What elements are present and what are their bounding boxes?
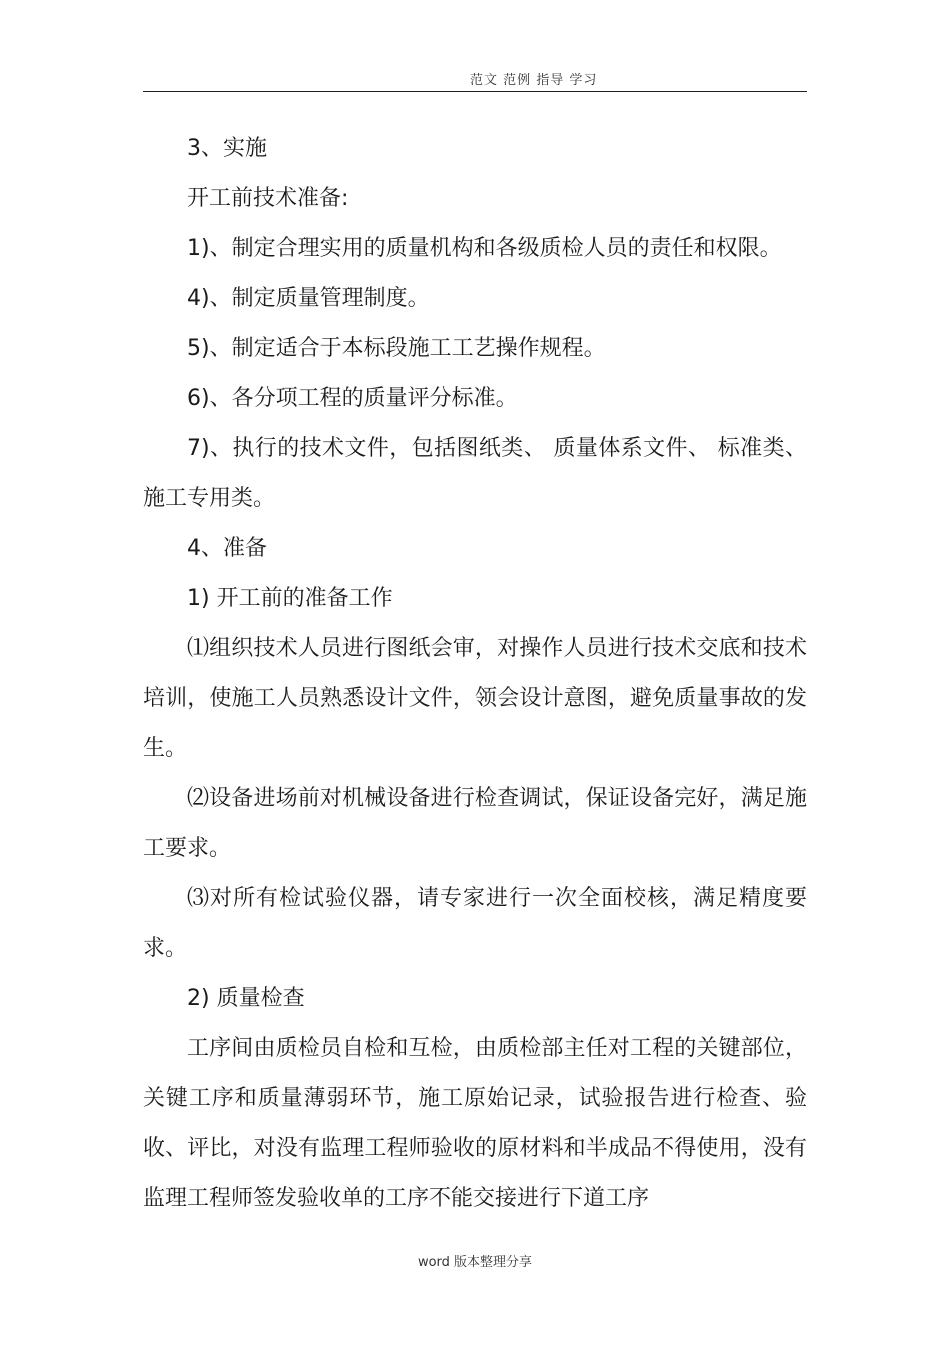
list-item-7: 7)、执行的技术文件，包括图纸类、 质量体系文件、 标准类、施工专用类。 <box>143 436 807 511</box>
header-divider <box>143 91 807 92</box>
paragraph-instrument-calibration: ⑶对所有检试验仪器，请专家进行一次全面校核，满足精度要求。 <box>143 886 807 961</box>
subsection-heading-prep-work: 1) 开工前的准备工作 <box>187 586 393 611</box>
subsection-heading-quality-inspection: 2) 质量检查 <box>187 986 305 1011</box>
list-item-5: 5)、制定适合于本标段施工工艺操作规程。 <box>187 336 606 361</box>
section-heading-implementation: 3、实施 <box>187 136 267 161</box>
section-heading-preparation: 4、准备 <box>187 536 267 561</box>
document-body <box>143 124 807 1224</box>
list-item-6: 6)、各分项工程的质量评分标准。 <box>187 386 518 411</box>
page-footer: word 版本整理分享 <box>417 1255 533 1270</box>
paragraph-inspection-process: 工序间由质检员自检和互检，由质检部主任对工程的关键部位，关键工序和质量薄弱环节，施工原始记录，试验报告进行检查、验收、评比，对没有监理工程师验收的原材料和半成品不得使用，没有监理工程师签发验收单的工序不能交接进行下道工序 <box>143 1036 807 1211</box>
list-item-1: 1)、制定合理实用的质量机构和各级质检人员的责任和权限。 <box>187 236 782 261</box>
paragraph-pre-construction-prep: 开工前技术准备: <box>187 186 349 211</box>
page-header: 范文 范例 指导 学习 <box>470 73 598 88</box>
list-item-4: 4)、制定质量管理制度。 <box>187 286 430 311</box>
paragraph-equipment-check: ⑵设备进场前对机械设备进行检查调试，保证设备完好，满足施工要求。 <box>143 786 807 861</box>
paragraph-drawing-review: ⑴组织技术人员进行图纸会审，对操作人员进行技术交底和技术培训，使施工人员熟悉设计文件，领会设计意图，避免质量事故的发生。 <box>143 636 807 761</box>
